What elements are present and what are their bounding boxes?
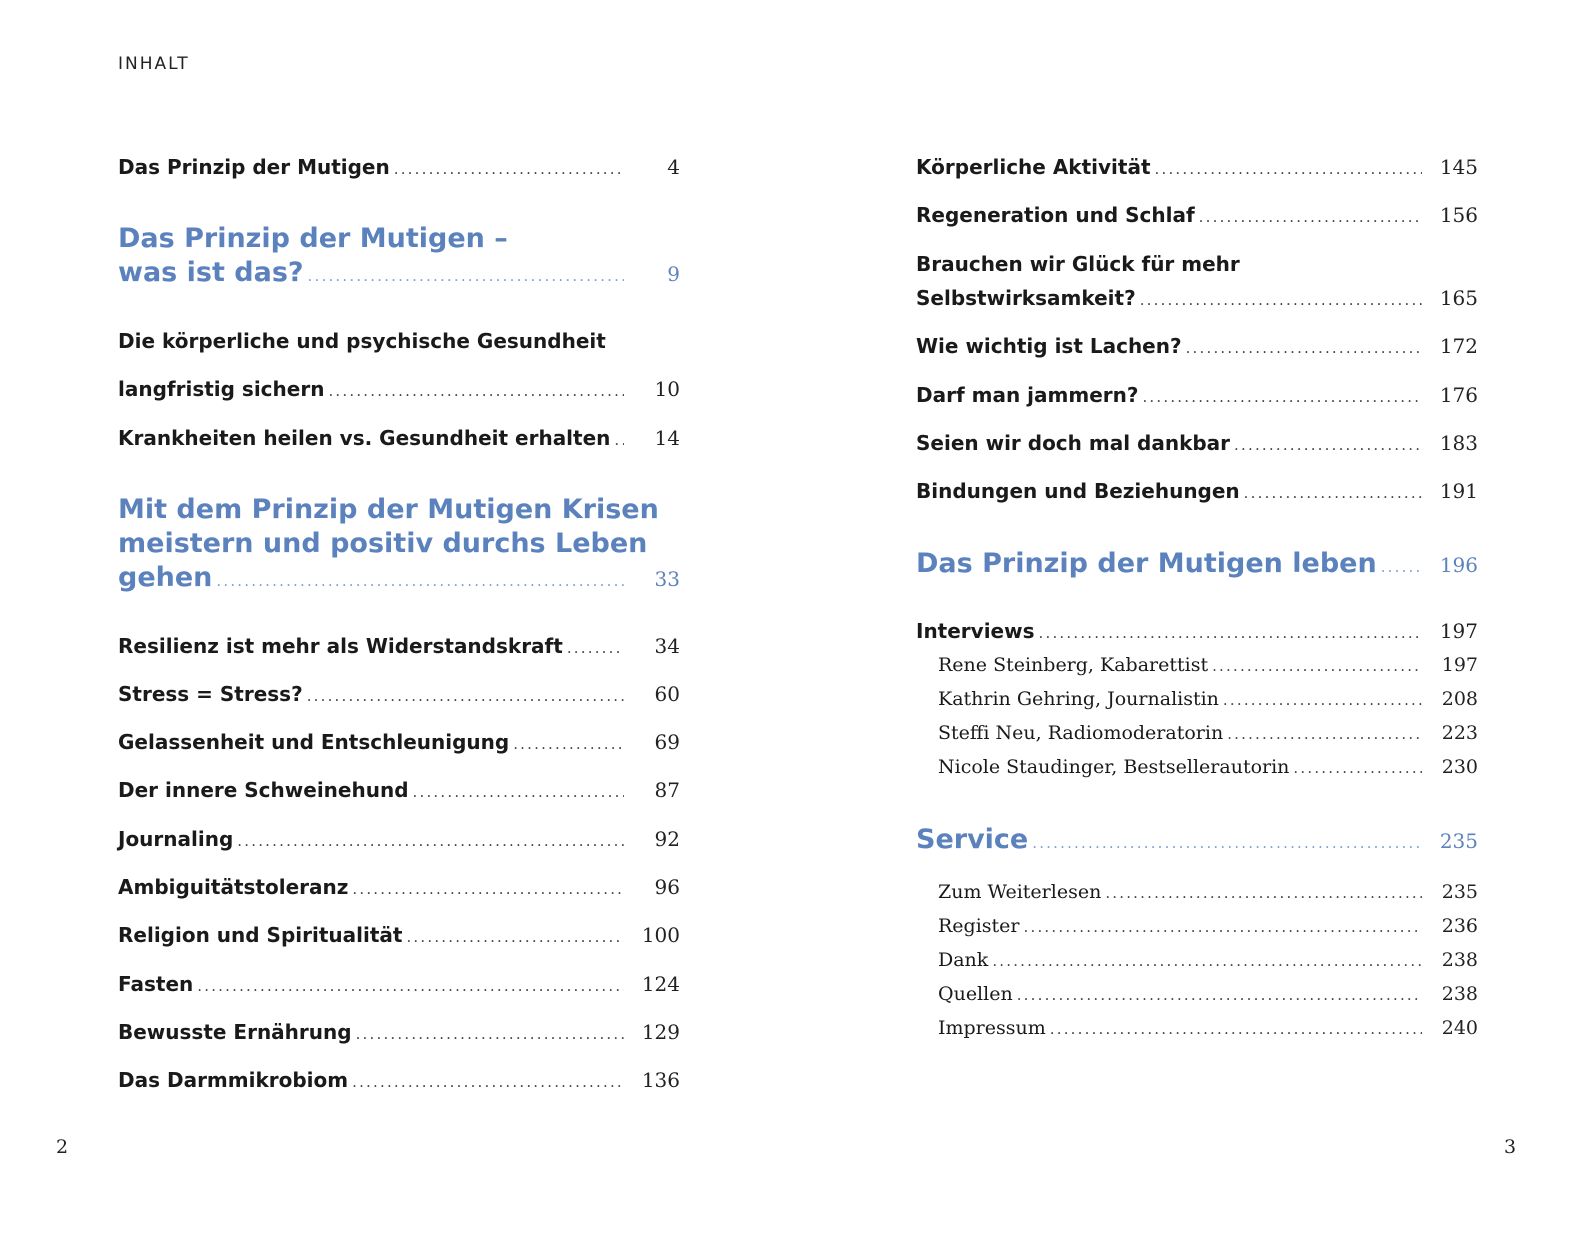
- dot-leader: [307, 679, 624, 713]
- toc-entry-title-line: Brauchen wir Glück für mehr: [916, 252, 1240, 276]
- toc-entry: [916, 426, 1478, 462]
- toc-entry-page: 69: [654, 730, 680, 754]
- toc-entry: [118, 324, 680, 408]
- toc-entry: [916, 648, 1478, 683]
- toc-entry-title: Seien wir doch mal dankbar: [916, 431, 1231, 455]
- toc-entry-title: Gelassenheit und Entschleunigung: [118, 730, 510, 754]
- dot-leader: [1050, 1012, 1422, 1046]
- toc-entry-row: [118, 150, 680, 186]
- dot-leader: [1155, 152, 1422, 186]
- toc-entry: [916, 943, 1478, 978]
- toc-entry-title: Service: [916, 824, 1029, 855]
- toc-entry: [118, 150, 680, 186]
- toc-entry-title-line: Die körperliche und psychische Gesundheit: [118, 329, 606, 353]
- toc-entry-row: [118, 256, 680, 293]
- dot-leader: [1234, 428, 1422, 462]
- dot-leader: [1293, 751, 1422, 785]
- toc-entry: [118, 222, 680, 293]
- toc-entry-page: 208: [1441, 688, 1478, 710]
- page-number-left: 2: [56, 1136, 69, 1158]
- toc-entry-page: 145: [1439, 155, 1478, 179]
- toc-entry-title: Resilienz ist mehr als Widerstandskraft: [118, 634, 563, 658]
- toc-entry-title: Körperliche Aktivität: [916, 155, 1151, 179]
- toc-entry-page: 100: [641, 923, 680, 947]
- toc-entry-page: 34: [654, 634, 680, 658]
- toc-entry-title: Nicole Staudinger, Bestsellerautorin: [938, 756, 1290, 778]
- toc-entry-row: [118, 1063, 680, 1099]
- dot-leader: [1199, 200, 1422, 234]
- toc-entry-page: 235: [1441, 881, 1478, 903]
- toc-entry: [916, 750, 1478, 785]
- dot-leader: [1017, 978, 1422, 1012]
- toc-entry: [916, 682, 1478, 717]
- toc-entry-page: 238: [1441, 983, 1478, 1005]
- toc-entry-page: 92: [654, 827, 680, 851]
- page-number-right: 3: [1504, 1136, 1517, 1158]
- toc-entry-title: Zum Weiterlesen: [938, 881, 1102, 903]
- toc-entry-page: 191: [1439, 479, 1478, 503]
- toc-entry-page: 183: [1439, 431, 1478, 455]
- dot-leader: [413, 775, 624, 809]
- toc-entry-row: [938, 750, 1478, 785]
- toc-entry-page: 230: [1441, 756, 1478, 778]
- toc-entry-title-line: Das Prinzip der Mutigen –: [118, 223, 508, 254]
- toc-entry-row: [118, 677, 680, 713]
- dot-leader: [197, 969, 624, 1003]
- toc-entry-title: Impressum: [938, 1017, 1046, 1039]
- dot-leader: [1223, 683, 1422, 717]
- toc-entry-page: 4: [667, 155, 680, 179]
- toc-entry-row: [916, 329, 1478, 365]
- toc-entry-row: [118, 421, 680, 457]
- toc-entry: [916, 909, 1478, 944]
- toc-entry-page: 197: [1439, 619, 1478, 643]
- toc-entry-title: Darf man jammern?: [916, 383, 1139, 407]
- toc-entry: [916, 150, 1478, 186]
- toc-entry-page: 240: [1441, 1017, 1478, 1039]
- toc-entry: [118, 967, 680, 1003]
- dot-leader: [328, 374, 624, 408]
- dot-leader: [1032, 826, 1422, 860]
- toc-entry-title: gehen: [118, 562, 213, 593]
- toc-entry-page: 156: [1439, 203, 1478, 227]
- toc-entry-page: 176: [1439, 383, 1478, 407]
- dot-leader: [352, 1065, 624, 1099]
- dot-leader: [216, 564, 624, 598]
- dot-leader: [1212, 649, 1422, 683]
- toc-entry-row: [938, 716, 1478, 751]
- toc-entry-row: [118, 773, 680, 809]
- toc-entry: [916, 378, 1478, 414]
- toc-entry-page: 238: [1441, 949, 1478, 971]
- toc-entry-row: [938, 648, 1478, 683]
- toc-entry: [916, 547, 1478, 584]
- toc-entry: [118, 677, 680, 713]
- toc-entry-row: [938, 682, 1478, 717]
- toc-entry-title: Bindungen und Beziehungen: [916, 479, 1240, 503]
- toc-entry-row: [118, 918, 680, 954]
- dot-leader: [1244, 476, 1422, 510]
- toc-entry-page: 96: [654, 875, 680, 899]
- toc-entry: [118, 629, 680, 665]
- toc-entry-row: [118, 372, 680, 408]
- toc-entry-row: [118, 629, 680, 665]
- toc-entry-page: 136: [641, 1068, 680, 1092]
- toc-entry-row: [916, 150, 1478, 186]
- toc-entry-page: 60: [654, 682, 680, 706]
- toc-entry-title-line: meistern und positiv durchs Leben: [118, 528, 648, 559]
- dot-leader: [1381, 550, 1422, 584]
- toc-entry-row: [916, 198, 1478, 234]
- toc-entry-title: Fasten: [118, 972, 194, 996]
- toc-entry-title: Journaling: [118, 827, 234, 851]
- toc-entry-row: [118, 561, 680, 598]
- dot-leader: [1142, 380, 1422, 414]
- toc-entry-row: [938, 875, 1478, 910]
- toc-entry-title: Das Prinzip der Mutigen: [118, 155, 390, 179]
- toc-entry-title: Ambiguitätstoleranz: [118, 875, 349, 899]
- toc-entry-title: Wie wichtig ist Lachen?: [916, 334, 1182, 358]
- toc-entry-title: Selbstwirksamkeit?: [916, 286, 1136, 310]
- toc-entry-page: 10: [654, 377, 680, 401]
- toc-entry-page: 235: [1439, 829, 1478, 853]
- toc-entry-title: Rene Steinberg, Kabarettist: [938, 654, 1209, 676]
- toc-entry: [118, 870, 680, 906]
- toc-entry: [118, 822, 680, 858]
- dot-leader: [1186, 331, 1422, 365]
- toc-entry-title: Der innere Schweinehund: [118, 778, 409, 802]
- dot-leader: [237, 824, 624, 858]
- toc-entry: [118, 773, 680, 809]
- toc-entry: [118, 725, 680, 761]
- dot-leader: [1039, 616, 1422, 650]
- toc-entry: [118, 1063, 680, 1099]
- toc-entry-row: [916, 823, 1478, 860]
- toc-entry-page: 87: [654, 778, 680, 802]
- toc-entry-title: Das Prinzip der Mutigen leben: [916, 548, 1377, 579]
- toc-entry-row: [938, 1011, 1478, 1046]
- toc-entry-title: Stress = Stress?: [118, 682, 303, 706]
- dot-leader: [513, 727, 624, 761]
- toc-entry: [916, 247, 1478, 317]
- toc-entry: [118, 918, 680, 954]
- toc-entry-page: 172: [1439, 334, 1478, 358]
- dot-leader: [356, 1017, 624, 1051]
- dot-leader: [1140, 283, 1422, 317]
- dot-leader: [406, 920, 624, 954]
- toc-entry-row: [118, 1015, 680, 1051]
- dot-leader: [1024, 910, 1422, 944]
- toc-entry-title: Kathrin Gehring, Journalistin: [938, 688, 1219, 710]
- toc-entry: [118, 1015, 680, 1051]
- toc-entry-row: [118, 725, 680, 761]
- toc-entry-title: Quellen: [938, 983, 1013, 1005]
- toc-entry-title: Interviews: [916, 619, 1035, 643]
- toc-entry-page: 223: [1441, 722, 1478, 744]
- toc-entry: [916, 977, 1478, 1012]
- toc-entry: [916, 198, 1478, 234]
- toc-entry-page: 124: [641, 972, 680, 996]
- toc-entry: [916, 875, 1478, 910]
- toc-entry-row: [938, 943, 1478, 978]
- toc-entry-title: langfristig sichern: [118, 377, 325, 401]
- toc-entry-title: was ist das?: [118, 257, 304, 288]
- toc-entry-page: 196: [1439, 553, 1478, 577]
- toc-entry-row: [916, 547, 1478, 584]
- toc-entry-page: 14: [654, 426, 680, 450]
- toc-entry-row: [916, 426, 1478, 462]
- dot-leader: [614, 423, 624, 457]
- toc-entry-title: Steffi Neu, Radiomoderatorin: [938, 722, 1224, 744]
- toc-entry: [916, 823, 1478, 860]
- toc-entry-row: [916, 474, 1478, 510]
- toc-entry-row: [938, 909, 1478, 944]
- toc-entry-title: Religion und Spiritualität: [118, 923, 403, 947]
- toc-entry-page: 9: [667, 262, 680, 286]
- toc-entry-title: Regeneration und Schlaf: [916, 203, 1195, 227]
- toc-entry: [916, 716, 1478, 751]
- dot-leader: [394, 152, 624, 186]
- toc-entry-title-line: Mit dem Prinzip der Mutigen Krisen: [118, 494, 659, 525]
- toc-entry-page: 236: [1441, 915, 1478, 937]
- toc-entry: [916, 329, 1478, 365]
- toc-entry-page: 33: [654, 567, 680, 591]
- toc-entry-row: [938, 977, 1478, 1012]
- toc-entry-title: Dank: [938, 949, 989, 971]
- toc-entry-title: Krankheiten heilen vs. Gesundheit erhalten: [118, 426, 611, 450]
- toc-entry-page: 165: [1439, 286, 1478, 310]
- toc-entry: [916, 614, 1478, 650]
- toc-entry-title: Bewusste Ernährung: [118, 1020, 352, 1044]
- toc-entry-title: Register: [938, 915, 1020, 937]
- toc-entry: [916, 474, 1478, 510]
- toc-entry-row: [916, 378, 1478, 414]
- toc-entry-row: [118, 822, 680, 858]
- dot-leader: [567, 631, 624, 665]
- toc-entry: [118, 493, 680, 598]
- toc-entry: [916, 1011, 1478, 1046]
- toc-entry: [118, 421, 680, 457]
- dot-leader: [992, 944, 1422, 978]
- dot-leader: [308, 259, 624, 293]
- toc-entry-page: 197: [1441, 654, 1478, 676]
- toc-entry-title: Das Darmmikrobiom: [118, 1068, 349, 1092]
- running-header: INHALT: [118, 54, 190, 74]
- toc-entry-row: [916, 614, 1478, 650]
- dot-leader: [1105, 876, 1422, 910]
- dot-leader: [352, 872, 624, 906]
- dot-leader: [1227, 717, 1422, 751]
- toc-entry-page: 129: [641, 1020, 680, 1044]
- toc-entry-row: [916, 281, 1478, 317]
- toc-entry-row: [118, 870, 680, 906]
- toc-entry-row: [118, 967, 680, 1003]
